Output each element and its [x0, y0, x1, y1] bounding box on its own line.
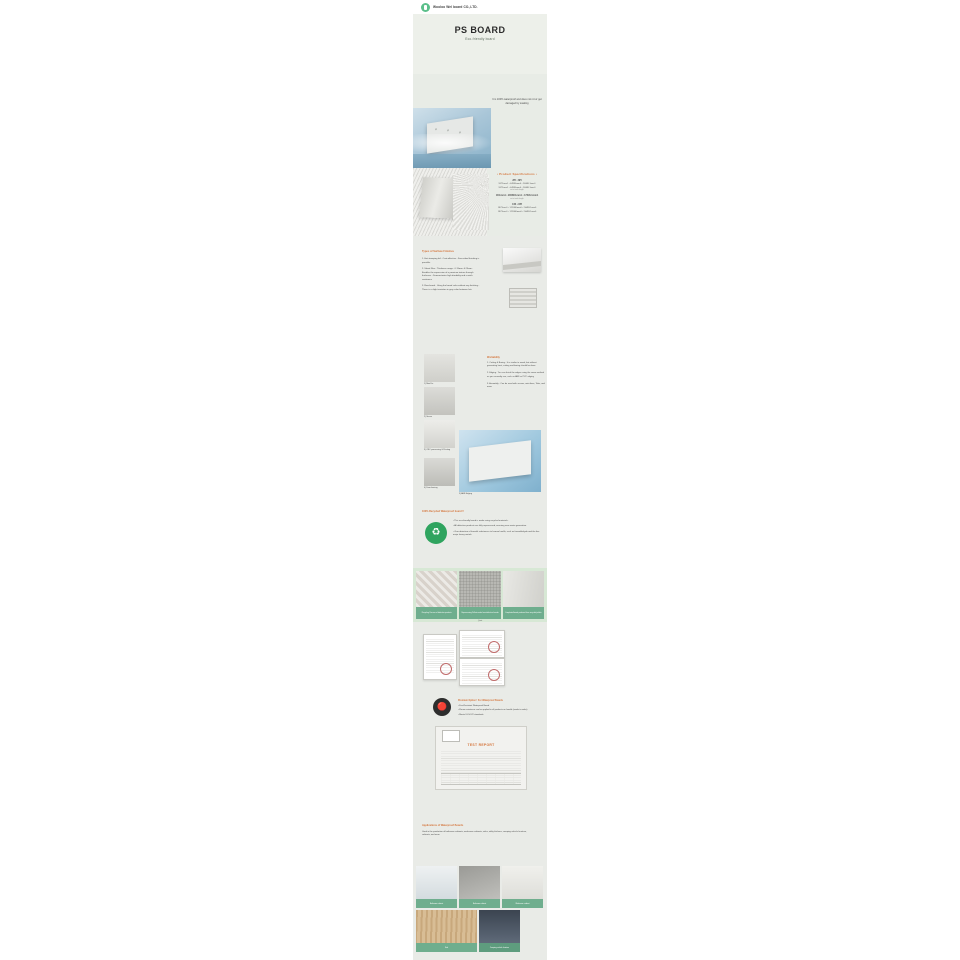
eco-point-1: • This eco-friendly board is made using recycled materials. [453, 520, 509, 522]
cnc-processing-photo [424, 420, 455, 448]
flame-point-1: • Fire-Resistant Waterproof Board [458, 705, 490, 707]
recycling-gallery [413, 568, 547, 622]
recycled-pellets-photo [459, 571, 500, 619]
no-flame-icon: 🔴 [433, 698, 451, 716]
applications-gallery [416, 866, 544, 952]
eco-section [413, 506, 547, 570]
workability-title: Workability [487, 356, 500, 359]
recycle-caption-3: Completed board produced from recycled pellets [503, 607, 544, 619]
recycle-icon: ♻ [425, 522, 447, 544]
spec-size-3a: 1872mm1 • 122080mm0 • 2H48L1mm0 [497, 207, 537, 210]
board-edge [503, 261, 541, 270]
workability-item-1: 1. Cutting & Boring : It is similar to wood, but without generating heat, cutting and boring should be done. [487, 362, 537, 368]
camping-vehicle-furniture-photo [479, 910, 520, 952]
doc-seal [488, 669, 500, 681]
abs-edging-board-photo [459, 430, 541, 492]
flame-point-3: • Meets UL94 V2 standards. [458, 713, 484, 716]
spec-thickness-2: 1D1mm1 • 9008K1mm1 • 17K8L1mm1 [495, 194, 539, 198]
app-caption-1: Bathroom cabinet [416, 899, 457, 908]
applications-text: Used in the production of bathroom cabinets, washroom cabinets, sinks, utility kitchens, camping vehicle furniture, cabinets, and more [422, 831, 527, 837]
eco-body [453, 520, 543, 540]
bathroom-cabinet-grey-photo [459, 866, 500, 908]
report-logo-box [442, 730, 460, 742]
spec-thickness-1: 2PI • 8PI [512, 179, 522, 182]
eco-title: 100% Recycled Waterproof board !! [422, 510, 465, 513]
specifications-title: • Product Specifications • [496, 172, 538, 176]
finish-item-3: 3. Raw board : Using the board color without any finishing - There is a slight variation in gray color between lots [422, 285, 480, 291]
specifications-text [487, 172, 547, 213]
thumb-caption-2: 2) Screw [424, 416, 432, 418]
recycle-caption-1: Recycling Process of defective products [416, 607, 457, 619]
app-caption-5: Camping vehicle furniture [479, 943, 520, 952]
finished-recycled-board-photo [503, 571, 544, 619]
edged-panel [469, 440, 531, 482]
hero-subtitle: Eco-friendly board [465, 37, 495, 41]
hero-section [413, 14, 547, 74]
spec-size-1b: 1872mm1 • 44980mm0 • 2H48L1mm1 [498, 186, 536, 189]
white-edge-board-photo [503, 248, 541, 272]
finish-item-2: 2. Sheet Film - Thickness range : 0.15mm~0.25mm - Enables the expression of a premium texture through thickness - Demonstrates high durability and scratch resistance [422, 268, 474, 281]
doc-seal [488, 641, 500, 653]
striped-sheet-film-sample [509, 288, 537, 308]
board-stack-photo [413, 168, 487, 236]
thumb-caption-3: 3) CNC processing & Printing [424, 449, 451, 451]
thumb-caption-4: 4) Door barring [424, 487, 438, 489]
app-caption-4: Sink [416, 943, 477, 952]
flame-body [458, 705, 533, 718]
brand-name: Wooloo Wel board CO.,LTD. [433, 5, 478, 9]
surface-finishes-section [413, 244, 547, 348]
recycling-process-photo [416, 571, 457, 619]
main-image-caption: 5) ABS Edging [459, 493, 473, 495]
app-caption-3: Washroom cabinet [502, 899, 543, 908]
report-title: TEST REPORT [467, 743, 495, 747]
mini-fix-photo [424, 354, 455, 382]
board-hole [447, 129, 449, 132]
washroom-cabinet-photo [502, 866, 543, 908]
spec-note-1: not at each length [510, 189, 524, 192]
workability-section [413, 340, 547, 504]
workability-item-2: 2. Edging : You can finish the edges using the same method as you currently use, such as ABS or PVC edging [487, 372, 544, 378]
flame-point-2: • Flame resistance can be applied to all products on handle (made to order) [458, 709, 528, 712]
leaf-circle-icon [421, 3, 430, 12]
finish-item-1: 1. Hot stamping foil - Cost-effective - Four-sided finishing is possible. [422, 258, 480, 264]
waterproof-board-splash-photo [413, 108, 491, 170]
spec-size-1a: 1872mm1 • 44980mm0 • 2H48L1mm1 [498, 183, 536, 186]
board-fan [453, 174, 489, 230]
report-table [441, 773, 521, 785]
flame-resistant-section [413, 694, 547, 822]
finishes-title: Types of Surface Finishes [422, 250, 454, 253]
specifications-section [413, 168, 547, 236]
certificate-document-1 [423, 634, 457, 680]
test-report-document-2 [459, 630, 505, 658]
flame-test-report-document [435, 726, 527, 790]
waterproof-text: It is 100% waterproof and does not rot or get damaged by soaking [492, 98, 542, 105]
recycle-caption-2: Reprocessing Pellets made from defective boards [459, 607, 500, 619]
test-report-document-3 [459, 658, 505, 686]
eco-point-3: • Zero detection of harmful substances to human health, such as formaldehyde and the five major heavy metals [453, 530, 540, 537]
page-title: PS BOARD [454, 25, 506, 35]
flame-title: Premium Option ! For Waterproof Boards [458, 700, 503, 702]
app-caption-2: Bathroom cabinet [459, 899, 500, 908]
applications-title: Applications of Waterproof Boards [422, 824, 464, 827]
recycle-footnote: Quot [477, 620, 483, 622]
workability-body [487, 362, 545, 393]
certificates-section [413, 626, 547, 690]
bathroom-cabinet-photo [416, 866, 457, 908]
doc-seal [440, 663, 452, 675]
board-hole [435, 128, 437, 131]
spec-thickness-3: 44S • 8PI [511, 202, 522, 206]
door-barring-photo [424, 458, 455, 486]
water-splash [413, 134, 491, 156]
spec-note-2: not at each length [510, 197, 524, 200]
kitchen-sink-cabinet-photo [416, 910, 477, 952]
workability-item-3: 3. Assembly : Can be used with screws, mini-fixes, Tabs, and more [487, 382, 545, 389]
brand-bar [413, 0, 547, 14]
product-detail-sheet [413, 0, 547, 960]
waterproof-section [413, 74, 547, 170]
finishes-body [422, 258, 480, 295]
spec-size-3b: 1872mm1 • 122080mm0 • 2H48L1mm0 [497, 210, 537, 213]
screw-photo [424, 387, 455, 415]
thumb-caption-1: 1) Mini Fix [424, 383, 434, 385]
eco-point-2: • All defective products are fully reprocessed, ensuring zero waste generation. [453, 525, 527, 528]
